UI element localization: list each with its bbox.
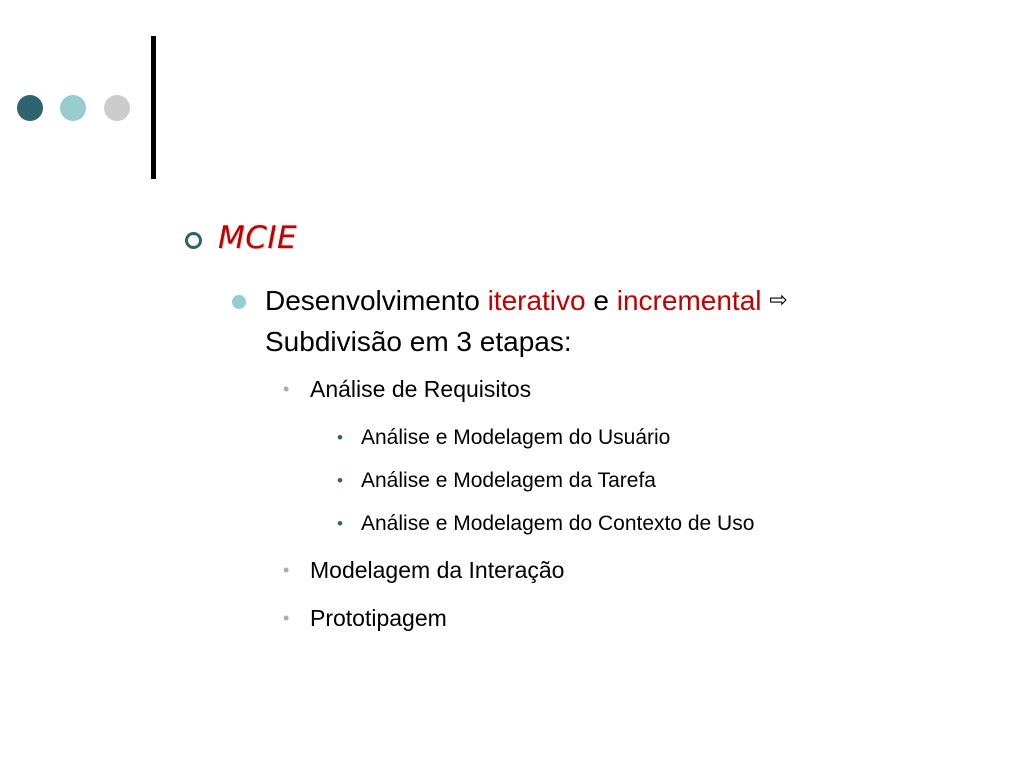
substep-item bbox=[337, 510, 754, 539]
substep-label: Análise e Modelagem do Usuário bbox=[361, 426, 671, 449]
right-arrow-icon: ⇨ bbox=[769, 288, 788, 313]
round-bullet-icon bbox=[232, 295, 246, 309]
main-point-text-2: e bbox=[585, 285, 617, 316]
bullet-icon: • bbox=[283, 379, 290, 399]
substep-item bbox=[337, 424, 670, 453]
main-point-text-3: Subdivisão em 3 etapas: bbox=[265, 326, 572, 357]
bullet-icon: • bbox=[283, 560, 290, 580]
slide-title: MCIE bbox=[218, 220, 298, 256]
bullet-icon: • bbox=[337, 471, 343, 490]
main-point-text bbox=[265, 282, 992, 361]
ring-bullet-icon bbox=[185, 232, 202, 249]
title-row bbox=[185, 216, 297, 260]
vertical-divider bbox=[151, 36, 156, 179]
highlight-incremental: incremental bbox=[616, 285, 762, 316]
highlight-iterativo: iterativo bbox=[487, 285, 586, 316]
substep-item bbox=[337, 467, 656, 496]
bullet-icon: • bbox=[337, 514, 343, 533]
bullet-icon: • bbox=[337, 428, 343, 447]
main-point-text-1: Desenvolvimento bbox=[265, 285, 488, 316]
step-label: Análise de Requisitos bbox=[310, 376, 532, 402]
substep-label: Análise e Modelagem da Tarefa bbox=[361, 469, 656, 492]
step-item bbox=[283, 603, 447, 635]
step-label: Prototipagem bbox=[310, 605, 447, 631]
decorative-dot-teal bbox=[60, 95, 86, 121]
main-point bbox=[232, 282, 992, 361]
step-item bbox=[283, 374, 531, 406]
step-label: Modelagem da Interação bbox=[310, 557, 565, 583]
decorative-dot-grey bbox=[104, 95, 130, 121]
bullet-icon: • bbox=[283, 608, 290, 628]
step-item bbox=[283, 555, 564, 587]
decorative-dot-dark bbox=[17, 95, 43, 121]
substep-label: Análise e Modelagem do Contexto de Uso bbox=[361, 512, 755, 535]
